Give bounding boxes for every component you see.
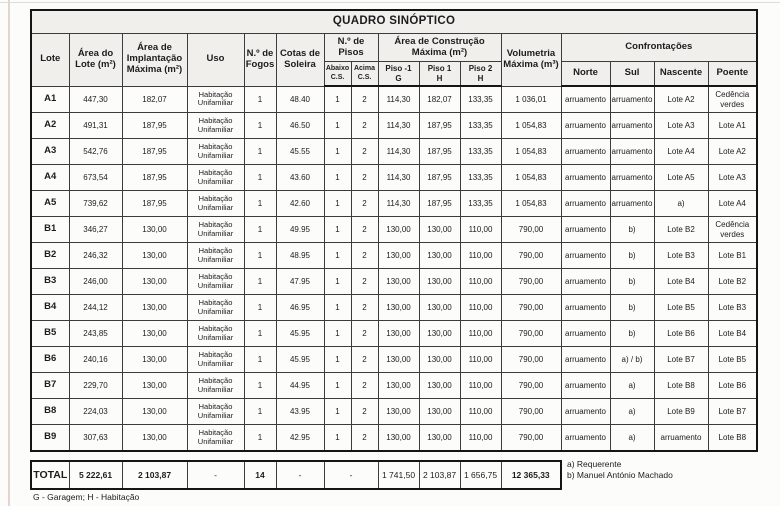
cell-pisos-abaixo: 1 — [324, 425, 351, 452]
cell-lote: A3 — [31, 139, 69, 165]
total-label: TOTAL — [31, 461, 69, 489]
table-row — [31, 373, 757, 399]
cell-pisos-acima: 2 — [351, 217, 378, 243]
cell-pisos-acima: 2 — [351, 425, 378, 452]
cell-fogos: 1 — [244, 321, 276, 347]
cell-norte: arruamento — [561, 399, 610, 425]
col-header-norte: Norte — [561, 62, 610, 87]
cell-piso-menos1: 130,00 — [378, 217, 419, 243]
cell-piso-1: 130,00 — [419, 321, 460, 347]
cell-piso-menos1: 130,00 — [378, 347, 419, 373]
table-row — [31, 269, 757, 295]
cell-fogos: 1 — [244, 295, 276, 321]
cell-volumetria: 790,00 — [501, 295, 561, 321]
col-header-area-lote: Área do Lote (m²) — [69, 34, 122, 87]
cell-pisos-abaixo: 1 — [324, 165, 351, 191]
cell-uso: Habitação Unifamiliar — [187, 269, 244, 295]
synoptic-table — [30, 9, 758, 452]
label-line: C.S. — [330, 73, 345, 81]
cell-uso: Habitação Unifamiliar — [187, 243, 244, 269]
cell-area-lote: 246,32 — [69, 243, 122, 269]
cell-piso-2: 110,00 — [460, 321, 501, 347]
col-header-pisos-abaixo — [324, 62, 351, 87]
cell-norte: arruamento — [561, 347, 610, 373]
cell-lote: A1 — [31, 86, 69, 113]
cell-norte: arruamento — [561, 269, 610, 295]
table-row — [31, 113, 757, 139]
cell-piso-menos1: 114,30 — [378, 86, 419, 113]
cell-area-lote: 346,27 — [69, 217, 122, 243]
cell-lote: B8 — [31, 399, 69, 425]
cell-pisos-acima: 2 — [351, 373, 378, 399]
cell-norte: arruamento — [561, 139, 610, 165]
col-header-nascente: Nascente — [654, 62, 708, 87]
total-fogos: 14 — [244, 461, 276, 489]
cell-area-implantacao: 130,00 — [122, 295, 187, 321]
cell-nascente: Lote A5 — [654, 165, 708, 191]
cell-cotas-soleira: 45.95 — [276, 321, 324, 347]
cell-cotas-soleira: 46.50 — [276, 113, 324, 139]
cell-lote: A4 — [31, 165, 69, 191]
cell-volumetria: 790,00 — [501, 347, 561, 373]
cell-uso: Habitação Unifamiliar — [187, 165, 244, 191]
table-row — [31, 321, 757, 347]
cell-sul: b) — [610, 295, 654, 321]
cell-fogos: 1 — [244, 165, 276, 191]
cell-lote: A5 — [31, 191, 69, 217]
cell-poente: Lote B1 — [708, 243, 757, 269]
cell-fogos: 1 — [244, 139, 276, 165]
cell-area-lote: 240,16 — [69, 347, 122, 373]
cell-lote: A2 — [31, 113, 69, 139]
cell-pisos-abaixo: 1 — [324, 217, 351, 243]
cell-cotas-soleira: 48.95 — [276, 243, 324, 269]
cell-piso-2: 133,35 — [460, 113, 501, 139]
cell-poente: Lote B4 — [708, 321, 757, 347]
label-line: Piso 2 — [468, 64, 493, 74]
cell-piso-2: 133,35 — [460, 165, 501, 191]
label-line: C.S. — [357, 73, 372, 81]
label-line: H — [436, 73, 443, 83]
cell-piso-menos1: 130,00 — [378, 425, 419, 452]
cell-piso-menos1: 114,30 — [378, 139, 419, 165]
total-table — [30, 460, 562, 490]
cell-area-implantacao: 187,95 — [122, 191, 187, 217]
cell-fogos: 1 — [244, 347, 276, 373]
cell-pisos-acima: 2 — [351, 269, 378, 295]
cell-uso: Habitação Unifamiliar — [187, 86, 244, 113]
cell-lote: B3 — [31, 269, 69, 295]
cell-piso-1: 130,00 — [419, 295, 460, 321]
cell-uso: Habitação Unifamiliar — [187, 217, 244, 243]
cell-poente: Lote A1 — [708, 113, 757, 139]
cell-area-implantacao: 182,07 — [122, 86, 187, 113]
cell-uso: Habitação Unifamiliar — [187, 139, 244, 165]
total-uso: - — [187, 461, 244, 489]
cell-piso-1: 187,95 — [419, 191, 460, 217]
cell-area-implantacao: 130,00 — [122, 347, 187, 373]
cell-volumetria: 790,00 — [501, 269, 561, 295]
table-row — [31, 165, 757, 191]
col-header-lote: Lote — [31, 34, 69, 87]
cell-area-lote: 542,76 — [69, 139, 122, 165]
cell-area-lote: 224,03 — [69, 399, 122, 425]
cell-piso-1: 130,00 — [419, 217, 460, 243]
col-header-sul: Sul — [610, 62, 654, 87]
col-group-pisos: N.º de Pisos — [324, 34, 378, 62]
total-volumetria: 12 365,33 — [501, 461, 561, 489]
cell-nascente: Lote B2 — [654, 217, 708, 243]
cell-area-implantacao: 187,95 — [122, 139, 187, 165]
cell-nascente: Lote A4 — [654, 139, 708, 165]
cell-pisos-abaixo: 1 — [324, 321, 351, 347]
cell-piso-menos1: 130,00 — [378, 399, 419, 425]
cell-sul: b) — [610, 243, 654, 269]
cell-pisos-abaixo: 1 — [324, 269, 351, 295]
cell-piso-1: 130,00 — [419, 399, 460, 425]
cell-fogos: 1 — [244, 399, 276, 425]
cell-piso-2: 110,00 — [460, 425, 501, 452]
col-header-uso: Uso — [187, 34, 244, 87]
cell-pisos-abaixo: 1 — [324, 139, 351, 165]
cell-area-implantacao: 130,00 — [122, 243, 187, 269]
legend-text: G - Garagem; H - Habitação — [33, 492, 140, 502]
cell-piso-menos1: 130,00 — [378, 269, 419, 295]
cell-poente: Lote B8 — [708, 425, 757, 452]
cell-poente: Lote A4 — [708, 191, 757, 217]
cell-cotas-soleira: 46.95 — [276, 295, 324, 321]
cell-poente: Lote A2 — [708, 139, 757, 165]
cell-piso-menos1: 114,30 — [378, 113, 419, 139]
col-header-fogos: N.º de Fogos — [244, 34, 276, 87]
cell-fogos: 1 — [244, 425, 276, 452]
cell-area-lote: 307,63 — [69, 425, 122, 452]
cell-poente: Lote B2 — [708, 269, 757, 295]
cell-norte: arruamento — [561, 86, 610, 113]
label-line: Abaixo — [325, 65, 350, 73]
cell-poente: Lote B3 — [708, 295, 757, 321]
label-line: G — [395, 73, 402, 83]
total-area-implantacao: 2 103,87 — [122, 461, 187, 489]
cell-cotas-soleira: 47.95 — [276, 269, 324, 295]
cell-nascente: Lote B3 — [654, 243, 708, 269]
table-body — [31, 86, 757, 451]
cell-fogos: 1 — [244, 113, 276, 139]
cell-sul: arruamento — [610, 113, 654, 139]
cell-piso-1: 187,95 — [419, 113, 460, 139]
cell-norte: arruamento — [561, 217, 610, 243]
table-row — [31, 217, 757, 243]
cell-volumetria: 1 054,83 — [501, 139, 561, 165]
cell-area-implantacao: 187,95 — [122, 113, 187, 139]
col-group-construcao: Área de Construção Máxima (m²) — [378, 34, 501, 62]
label-line: Acima — [353, 65, 375, 73]
table-title: QUADRO SINÓPTICO — [31, 10, 757, 34]
cell-sul: arruamento — [610, 191, 654, 217]
cell-volumetria: 790,00 — [501, 425, 561, 452]
col-header-pisos-acima — [351, 62, 378, 87]
cell-piso-menos1: 130,00 — [378, 373, 419, 399]
total-area-lote: 5 222,61 — [69, 461, 122, 489]
cell-volumetria: 1 054,83 — [501, 191, 561, 217]
cell-fogos: 1 — [244, 86, 276, 113]
cell-piso-1: 130,00 — [419, 425, 460, 452]
cell-area-implantacao: 130,00 — [122, 269, 187, 295]
cell-fogos: 1 — [244, 191, 276, 217]
total-piso-1: 2 103,87 — [419, 461, 460, 489]
cell-piso-2: 133,35 — [460, 191, 501, 217]
cell-volumetria: 1 054,83 — [501, 113, 561, 139]
cell-sul: a) / b) — [610, 347, 654, 373]
cell-piso-menos1: 130,00 — [378, 295, 419, 321]
cell-uso: Habitação Unifamiliar — [187, 347, 244, 373]
cell-pisos-acima: 2 — [351, 113, 378, 139]
cell-sul: b) — [610, 321, 654, 347]
cell-nascente: Lote B6 — [654, 321, 708, 347]
cell-poente: Lote B7 — [708, 399, 757, 425]
cell-pisos-abaixo: 1 — [324, 347, 351, 373]
footnote-a: a) Requerente — [567, 459, 622, 469]
table-row — [31, 399, 757, 425]
cell-volumetria: 1 036,01 — [501, 86, 561, 113]
cell-nascente: Lote A3 — [654, 113, 708, 139]
cell-piso-2: 133,35 — [460, 86, 501, 113]
cell-piso-2: 110,00 — [460, 243, 501, 269]
cell-cotas-soleira: 49.95 — [276, 217, 324, 243]
cell-piso-2: 110,00 — [460, 373, 501, 399]
cell-volumetria: 790,00 — [501, 373, 561, 399]
label-line: Piso 1 — [427, 64, 452, 74]
cell-norte: arruamento — [561, 373, 610, 399]
cell-cotas-soleira: 43.95 — [276, 399, 324, 425]
table-row — [31, 191, 757, 217]
cell-area-lote: 243,85 — [69, 321, 122, 347]
page-edge-top — [0, 2, 780, 3]
cell-area-implantacao: 187,95 — [122, 165, 187, 191]
cell-pisos-acima: 2 — [351, 191, 378, 217]
col-header-piso-1 — [419, 62, 460, 87]
total-piso-menos1: 1 741,50 — [378, 461, 419, 489]
total-cotas: - — [276, 461, 324, 489]
cell-sul: arruamento — [610, 165, 654, 191]
cell-lote: B2 — [31, 243, 69, 269]
cell-piso-menos1: 114,30 — [378, 191, 419, 217]
table-row — [31, 347, 757, 373]
col-header-piso-2 — [460, 62, 501, 87]
page-edge-left — [8, 0, 10, 506]
cell-nascente: Lote B7 — [654, 347, 708, 373]
cell-area-lote: 246,00 — [69, 269, 122, 295]
cell-norte: arruamento — [561, 321, 610, 347]
col-header-area-implantacao: Área de Implantação Máxima (m²) — [122, 34, 187, 87]
cell-piso-2: 110,00 — [460, 269, 501, 295]
cell-fogos: 1 — [244, 243, 276, 269]
cell-sul: a) — [610, 373, 654, 399]
cell-area-lote: 739,62 — [69, 191, 122, 217]
cell-cotas-soleira: 42.60 — [276, 191, 324, 217]
label-line: H — [477, 73, 484, 83]
cell-sul: arruamento — [610, 86, 654, 113]
cell-piso-menos1: 130,00 — [378, 243, 419, 269]
cell-area-implantacao: 130,00 — [122, 399, 187, 425]
cell-area-implantacao: 130,00 — [122, 425, 187, 452]
cell-area-lote: 491,31 — [69, 113, 122, 139]
cell-poente: Lote B5 — [708, 347, 757, 373]
cell-nascente: Lote B8 — [654, 373, 708, 399]
cell-lote: B7 — [31, 373, 69, 399]
cell-pisos-acima: 2 — [351, 321, 378, 347]
cell-norte: arruamento — [561, 191, 610, 217]
cell-fogos: 1 — [244, 373, 276, 399]
col-group-confrontacoes: Confrontações — [561, 34, 757, 62]
cell-area-implantacao: 130,00 — [122, 217, 187, 243]
cell-piso-1: 130,00 — [419, 243, 460, 269]
col-header-piso-menos1 — [378, 62, 419, 87]
cell-cotas-soleira: 42.95 — [276, 425, 324, 452]
cell-volumetria: 790,00 — [501, 217, 561, 243]
cell-sul: b) — [610, 217, 654, 243]
cell-piso-2: 110,00 — [460, 217, 501, 243]
cell-piso-2: 133,35 — [460, 139, 501, 165]
cell-cotas-soleira: 45.95 — [276, 347, 324, 373]
cell-uso: Habitação Unifamiliar — [187, 425, 244, 452]
cell-piso-2: 110,00 — [460, 399, 501, 425]
cell-pisos-abaixo: 1 — [324, 243, 351, 269]
cell-poente: Lote A3 — [708, 165, 757, 191]
footnote-b: b) Manuel António Machado — [567, 470, 673, 481]
cell-sul: b) — [610, 269, 654, 295]
cell-area-implantacao: 130,00 — [122, 321, 187, 347]
cell-uso: Habitação Unifamiliar — [187, 321, 244, 347]
cell-uso: Habitação Unifamiliar — [187, 399, 244, 425]
cell-nascente: Lote B9 — [654, 399, 708, 425]
cell-pisos-abaixo: 1 — [324, 113, 351, 139]
cell-uso: Habitação Unifamiliar — [187, 373, 244, 399]
cell-fogos: 1 — [244, 269, 276, 295]
cell-pisos-acima: 2 — [351, 347, 378, 373]
cell-lote: B6 — [31, 347, 69, 373]
cell-norte: arruamento — [561, 425, 610, 452]
cell-poente: Lote B6 — [708, 373, 757, 399]
cell-nascente: arruamento — [654, 425, 708, 452]
cell-piso-1: 182,07 — [419, 86, 460, 113]
cell-nascente: Lote A2 — [654, 86, 708, 113]
total-row — [31, 461, 561, 489]
cell-piso-1: 187,95 — [419, 165, 460, 191]
cell-cotas-soleira: 48.40 — [276, 86, 324, 113]
cell-area-lote: 244,12 — [69, 295, 122, 321]
cell-lote: B1 — [31, 217, 69, 243]
cell-norte: arruamento — [561, 165, 610, 191]
cell-sul: a) — [610, 425, 654, 452]
cell-pisos-acima: 2 — [351, 139, 378, 165]
cell-pisos-abaixo: 1 — [324, 373, 351, 399]
cell-uso: Habitação Unifamiliar — [187, 295, 244, 321]
footnotes — [567, 459, 673, 482]
cell-area-lote: 229,70 — [69, 373, 122, 399]
table-row — [31, 295, 757, 321]
cell-sul: arruamento — [610, 139, 654, 165]
cell-piso-2: 110,00 — [460, 347, 501, 373]
cell-norte: arruamento — [561, 113, 610, 139]
table-row — [31, 243, 757, 269]
cell-pisos-abaixo: 1 — [324, 295, 351, 321]
cell-piso-1: 130,00 — [419, 269, 460, 295]
cell-piso-1: 130,00 — [419, 347, 460, 373]
cell-area-lote: 673,54 — [69, 165, 122, 191]
cell-piso-1: 130,00 — [419, 373, 460, 399]
cell-volumetria: 790,00 — [501, 321, 561, 347]
table-row — [31, 425, 757, 452]
cell-pisos-abaixo: 1 — [324, 86, 351, 113]
table-row — [31, 139, 757, 165]
cell-nascente: Lote B4 — [654, 269, 708, 295]
cell-pisos-acima: 2 — [351, 165, 378, 191]
cell-nascente: Lote B5 — [654, 295, 708, 321]
cell-volumetria: 790,00 — [501, 399, 561, 425]
cell-pisos-abaixo: 1 — [324, 191, 351, 217]
cell-pisos-acima: 2 — [351, 295, 378, 321]
cell-piso-1: 187,95 — [419, 139, 460, 165]
cell-pisos-abaixo: 1 — [324, 399, 351, 425]
cell-lote: B5 — [31, 321, 69, 347]
cell-volumetria: 1 054,83 — [501, 165, 561, 191]
cell-cotas-soleira: 43.60 — [276, 165, 324, 191]
cell-norte: arruamento — [561, 295, 610, 321]
cell-fogos: 1 — [244, 217, 276, 243]
total-piso-2: 1 656,75 — [460, 461, 501, 489]
cell-pisos-acima: 2 — [351, 399, 378, 425]
col-header-poente: Poente — [708, 62, 757, 87]
cell-poente: Cedência verdes — [708, 86, 757, 113]
cell-norte: arruamento — [561, 243, 610, 269]
cell-lote: B9 — [31, 425, 69, 452]
cell-uso: Habitação Unifamiliar — [187, 113, 244, 139]
cell-piso-menos1: 130,00 — [378, 321, 419, 347]
cell-area-implantacao: 130,00 — [122, 373, 187, 399]
cell-cotas-soleira: 45.55 — [276, 139, 324, 165]
cell-volumetria: 790,00 — [501, 243, 561, 269]
cell-lote: B4 — [31, 295, 69, 321]
cell-piso-menos1: 114,30 — [378, 165, 419, 191]
total-pisos: - — [324, 461, 378, 489]
cell-piso-2: 110,00 — [460, 295, 501, 321]
cell-poente: Cedência verdes — [708, 217, 757, 243]
table-row — [31, 86, 757, 113]
cell-cotas-soleira: 44.95 — [276, 373, 324, 399]
cell-nascente: a) — [654, 191, 708, 217]
cell-uso: Habitação Unifamiliar — [187, 191, 244, 217]
cell-pisos-acima: 2 — [351, 243, 378, 269]
label-line: Piso -1 — [385, 64, 412, 74]
col-header-volumetria: Volumetria Máxima (m³) — [501, 34, 561, 87]
col-header-cotas-soleira: Cotas de Soleira — [276, 34, 324, 87]
cell-sul: a) — [610, 399, 654, 425]
cell-area-lote: 447,30 — [69, 86, 122, 113]
cell-pisos-acima: 2 — [351, 86, 378, 113]
